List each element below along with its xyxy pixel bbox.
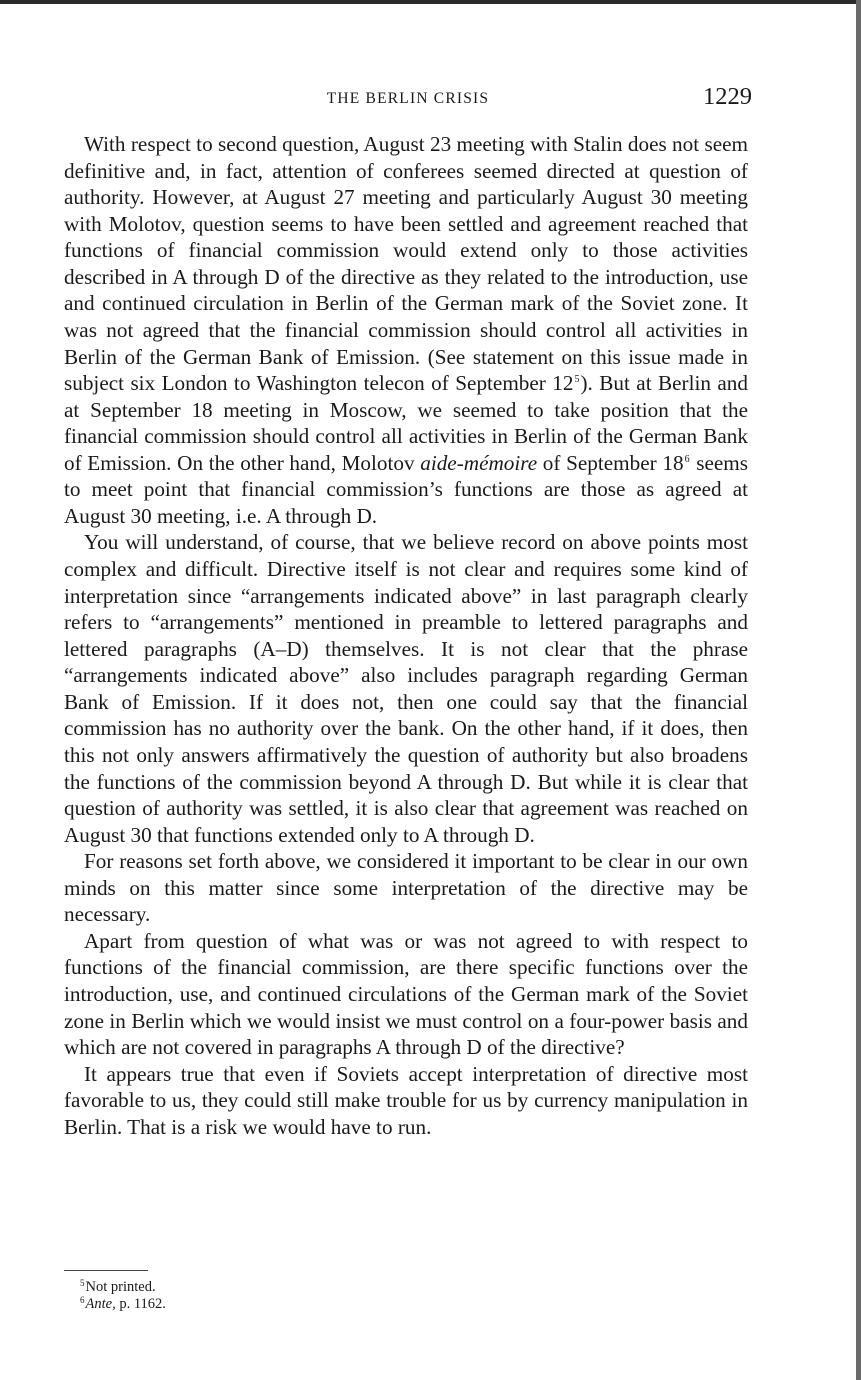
running-head: THE BERLIN CRISIS xyxy=(326,90,490,107)
aide-memoire-term: aide-mémoire xyxy=(420,450,538,475)
footnote-ref-6: 6 xyxy=(684,453,690,465)
footnote-separator xyxy=(64,1270,148,1271)
footnotes xyxy=(80,1279,166,1313)
paragraph-5: It appears true that even if Soviets accept interpretation of directive most favorable to us, they could still make trouble for us by currency manipulation in Berlin. That is a risk we would have to run. xyxy=(64,1061,748,1139)
footnote-6-text: p. 1162. xyxy=(115,1296,166,1312)
footnote-6-mark: 6 xyxy=(80,1295,85,1305)
paragraph-1-text-a: With respect to second question, August 23 meeting with Stalin does not seem definitive and, in fact, attention of conferees seemed directed at question of authority. However, at August 27 meeting and particularly August 30 meeting with Molotov, question seems to have been settled and agreement reached that functions of financial commission would extend only to those activities described in A through D of the directive as they related to the introduction, use and continued circulation in Berlin of the German mark of the Soviet zone. It was not agreed that the financial commission should control all activities in Berlin of the German Bank of Emission. (See statement on this issue made in subject six London to Washington telecon of September 12 xyxy=(64,132,748,396)
footnote-5 xyxy=(80,1279,166,1296)
paragraph-1 xyxy=(64,131,748,529)
right-page-edge xyxy=(856,0,861,1380)
paragraph-4: Apart from question of what was or was not agreed to with respect to functions of the financial commission, are there specific functions over the introduction, use, and continued circulations of the German mark of the Soviet zone in Berlin which we would insist we must control on a four-power basis and which are not covered in paragraphs A through D of the directive? xyxy=(64,928,748,1060)
paragraph-3: For reasons set forth above, we considered it important to be clear in our own minds on this matter since some interpretation of the directive may be necessary. xyxy=(64,849,748,927)
footnote-6 xyxy=(80,1296,166,1313)
footnote-ref-5: 5 xyxy=(574,374,580,386)
page-header xyxy=(64,83,752,118)
footnote-5-mark: 5 xyxy=(80,1278,85,1288)
page-number: 1229 xyxy=(703,83,752,110)
footnote-5-text: Not printed. xyxy=(85,1279,156,1295)
paragraph-1-text-c: of September 18 xyxy=(537,450,684,475)
body-text xyxy=(64,131,748,1140)
paragraph-1-text-d: seems to meet point that financial commission’s functions are those as agreed at August 30 meeting, i.e. A through D. xyxy=(64,450,749,528)
top-edge-rule xyxy=(0,0,861,4)
paragraph-1-text-b: ). But at Berlin and at September 18 meeting in Moscow, we seemed to take position that the financial commission should control all activities in Berlin of the German Bank of Emission. On the other hand, Molotov xyxy=(64,371,748,475)
paragraph-2: You will understand, of course, that we believe record on above points most complex and difficult. Directive itself is not clear and requires some kind of interpretation since “arrangements indicated above” in last paragraph clearly refers to “arrangements” mentioned in preamble to lettered paragraphs and lettered paragraphs (A–D) themselves. It is not clear that the phrase “arrangements indicated above” also includes paragraph regarding German Bank of Emission. If it does not, then one could say that the financial commission has no authority over the bank. On the other hand, if it does, then this not only answers affirmatively the question of authority but also broadens the functions of the commission beyond A through D. But while it is clear that question of authority was settled, it is also clear that agreement was reached on August 30 that functions extended only to A through D. xyxy=(64,530,748,847)
footnote-6-ante: Ante, xyxy=(85,1296,116,1312)
